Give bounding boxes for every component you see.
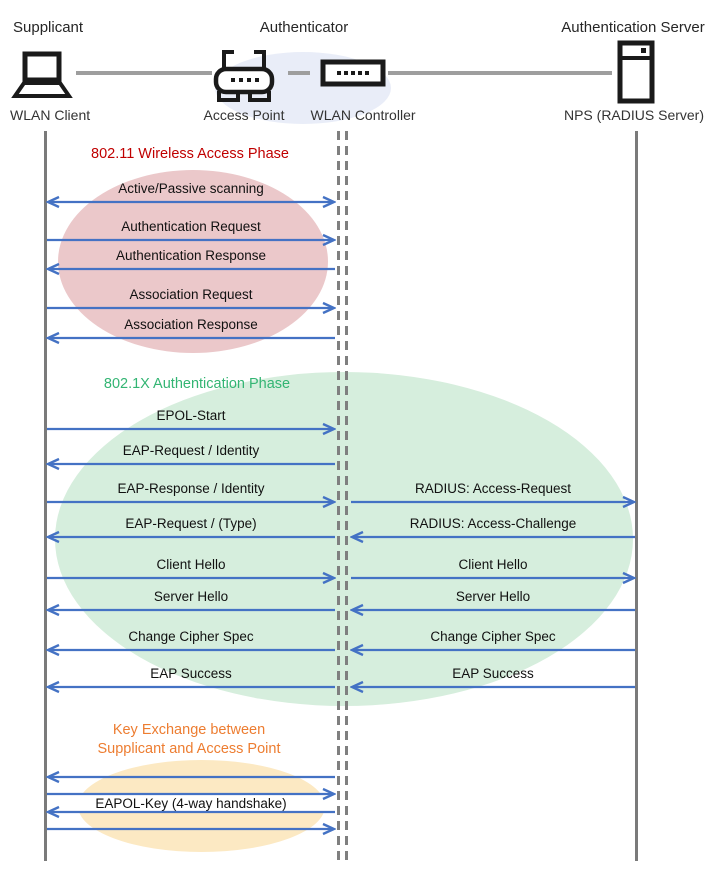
- arrow-right: [46, 422, 336, 436]
- phase3-title: [44, 721, 334, 759]
- eapol-key-arrow-1: [46, 770, 336, 784]
- eapol-key-arrow-4: [46, 822, 336, 836]
- arrow-left: [350, 643, 636, 657]
- message-association-request: [46, 286, 336, 315]
- message-active-passive-scanning: [46, 180, 336, 209]
- arrow-left: [350, 530, 636, 544]
- device-wlan-controller: WLAN Controller: [310, 107, 416, 123]
- message-client-hello-left: [46, 556, 336, 585]
- device-wlan-client: WLAN Client: [10, 107, 91, 123]
- role-authenticator: Authenticator: [259, 19, 349, 36]
- message-label: EPOL-Start: [156, 408, 226, 423]
- arrow-left: [46, 643, 336, 657]
- arrow-left: [46, 680, 336, 694]
- message-change-cipher-spec-right: [350, 628, 636, 657]
- message-label: Authentication Response: [115, 248, 267, 263]
- arrow-right: [46, 233, 336, 247]
- arrow-right: [350, 495, 636, 509]
- message-label: Association Request: [129, 287, 253, 302]
- message-eap-request-type: [46, 515, 336, 544]
- message-radius-access-request: [350, 480, 636, 509]
- role-authentication-server: Authentication Server: [561, 19, 705, 36]
- arrow-left: [350, 680, 636, 694]
- connector-client-to-ap: [76, 71, 212, 75]
- eapol-key-arrow-2: [46, 787, 336, 801]
- message-eap-success-left: [46, 665, 336, 694]
- phase1-title: 802.11 Wireless Access Phase: [91, 146, 289, 162]
- message-label: RADIUS: Access-Challenge: [409, 516, 577, 531]
- message-label: Client Hello: [156, 557, 226, 572]
- server-icon: [616, 40, 656, 104]
- lifeline-wlan-controller-dashed-1: [337, 131, 340, 861]
- message-label: Server Hello: [455, 589, 531, 604]
- message-authentication-request: [46, 218, 336, 247]
- message-label: Active/Passive scanning: [118, 181, 264, 196]
- wlan-controller-icon: [320, 58, 386, 88]
- arrow-left: [46, 262, 336, 276]
- message-authentication-response: [46, 247, 336, 276]
- arrow-right: [350, 571, 636, 585]
- lifeline-wlan-controller-dashed-2: [345, 131, 348, 861]
- arrow-right: [46, 301, 336, 315]
- message-eap-success-right: [350, 665, 636, 694]
- eapol-key-arrow-3: [46, 805, 336, 819]
- message-eapol-key-label: EAPOL-Key (4-way handshake): [48, 795, 334, 812]
- message-eap-request-identity: [46, 442, 336, 471]
- message-label: EAP Success: [452, 666, 534, 681]
- message-label: EAP Success: [150, 666, 232, 681]
- message-change-cipher-spec-left: [46, 628, 336, 657]
- message-label: Change Cipher Spec: [128, 629, 254, 644]
- connector-ap-to-controller: [288, 71, 310, 75]
- message-label: Association Response: [124, 317, 258, 332]
- access-point-icon: [212, 44, 276, 106]
- connector-controller-to-server: [388, 71, 612, 75]
- arrow-both: [46, 195, 336, 209]
- message-epol-start: [46, 407, 336, 436]
- arrow-right: [46, 571, 336, 585]
- arrow-left: [46, 530, 336, 544]
- arrow-left: [350, 603, 636, 617]
- message-client-hello-right: [350, 556, 636, 585]
- laptop-icon: [10, 50, 74, 100]
- message-label: Change Cipher Spec: [430, 629, 556, 644]
- message-label: RADIUS: Access-Request: [414, 481, 572, 496]
- arrow-left: [46, 603, 336, 617]
- message-server-hello-left: [46, 588, 336, 617]
- message-label: EAP-Response / Identity: [117, 481, 265, 496]
- phase3-title-line1: Key Exchange between: [112, 722, 266, 738]
- device-access-point: Access Point: [203, 107, 285, 123]
- message-eap-response-identity: [46, 480, 336, 509]
- arrow-left: [46, 331, 336, 345]
- device-nps-radius-server: NPS (RADIUS Server): [563, 107, 705, 123]
- role-supplicant: Supplicant: [13, 19, 84, 36]
- phase2-title: 802.1X Authentication Phase: [103, 376, 291, 392]
- message-server-hello-right: [350, 588, 636, 617]
- message-label: Client Hello: [458, 557, 528, 572]
- message-association-response: [46, 316, 336, 345]
- arrow-right: [46, 495, 336, 509]
- message-label: EAP-Request / Identity: [122, 443, 260, 458]
- arrow-left: [46, 457, 336, 471]
- phase3-title-line2: Supplicant and Access Point: [97, 741, 281, 757]
- message-label: Server Hello: [153, 589, 229, 604]
- message-label: Authentication Request: [121, 219, 261, 234]
- message-label: EAP-Request / (Type): [125, 516, 257, 531]
- message-radius-access-challenge: [350, 515, 636, 544]
